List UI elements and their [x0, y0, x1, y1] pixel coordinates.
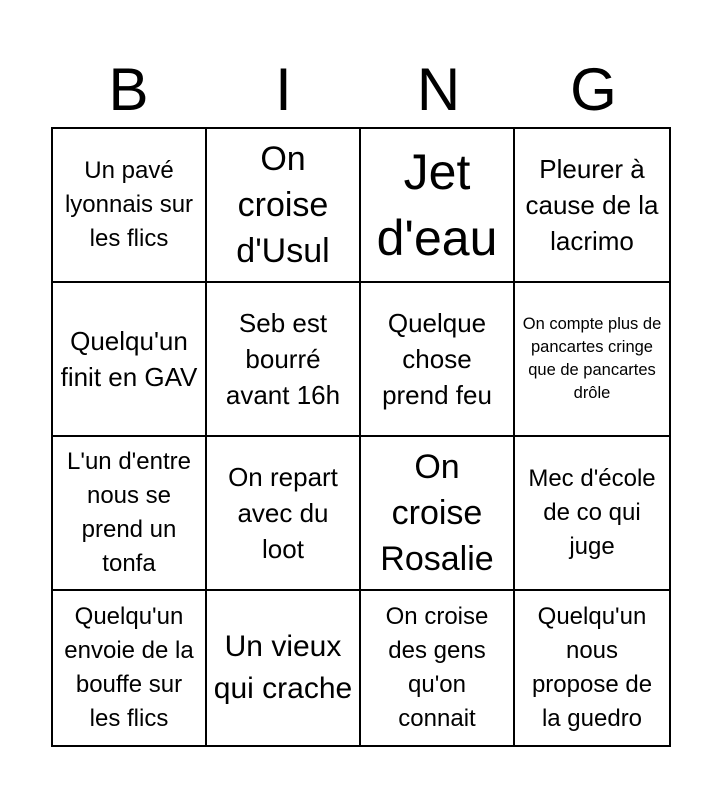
- bingo-cell[interactable]: [207, 283, 361, 437]
- bingo-cell[interactable]: [53, 591, 207, 745]
- bingo-header: [51, 54, 671, 126]
- bingo-cell[interactable]: [515, 283, 669, 437]
- bingo-cell-text: Quelqu'un nous propose de la guedro: [531, 603, 653, 732]
- header-letter-n: N: [416, 56, 461, 123]
- bingo-cell[interactable]: [53, 283, 207, 437]
- header-letter-i: I: [275, 56, 292, 123]
- bingo-cell-text: On croise Rosalie: [380, 448, 494, 578]
- bingo-cell-text: On compte plus de pancartes cringe que de pancartes drôle: [522, 315, 662, 402]
- bingo-cell-text: On repart avec du loot: [228, 462, 338, 564]
- bingo-cell-text: Seb est bourré avant 16h: [225, 308, 341, 410]
- bingo-cell[interactable]: [361, 437, 515, 591]
- bingo-cell[interactable]: [361, 129, 515, 283]
- bingo-cell-text: Un pavé lyonnais sur les flics: [64, 157, 194, 252]
- bingo-cell-text: Quelqu'un finit en GAV: [60, 326, 198, 392]
- header-letter-b: B: [108, 56, 149, 123]
- bingo-cell[interactable]: [515, 437, 669, 591]
- bingo-cell-text: L'un d'entre nous se prend un tonfa: [67, 448, 191, 577]
- bingo-cell-text: Jet d'eau: [376, 144, 498, 266]
- bingo-cell-text: Un vieux qui crache: [213, 630, 353, 705]
- bingo-cell-text: Pleurer à cause de la lacrimo: [525, 154, 659, 256]
- bingo-cell[interactable]: [207, 129, 361, 283]
- bingo-cell[interactable]: [515, 591, 669, 745]
- bingo-cell-text: Quelque chose prend feu: [382, 308, 492, 410]
- bingo-cell-text: On croise des gens qu'on connait: [385, 603, 489, 732]
- header-letter-g: G: [570, 56, 617, 123]
- bingo-cell-text: On croise d'Usul: [236, 140, 330, 270]
- bingo-grid: [51, 127, 671, 747]
- bingo-cell[interactable]: [207, 437, 361, 591]
- bingo-cell-text: Mec d'école de co qui juge: [528, 465, 656, 560]
- bingo-cell[interactable]: [53, 129, 207, 283]
- bingo-cell[interactable]: [361, 283, 515, 437]
- bingo-cell[interactable]: [207, 591, 361, 745]
- bingo-cell[interactable]: [515, 129, 669, 283]
- bingo-cell-text: Quelqu'un envoie de la bouffe sur les flics: [64, 603, 194, 732]
- bingo-cell[interactable]: [361, 591, 515, 745]
- bingo-cell[interactable]: [53, 437, 207, 591]
